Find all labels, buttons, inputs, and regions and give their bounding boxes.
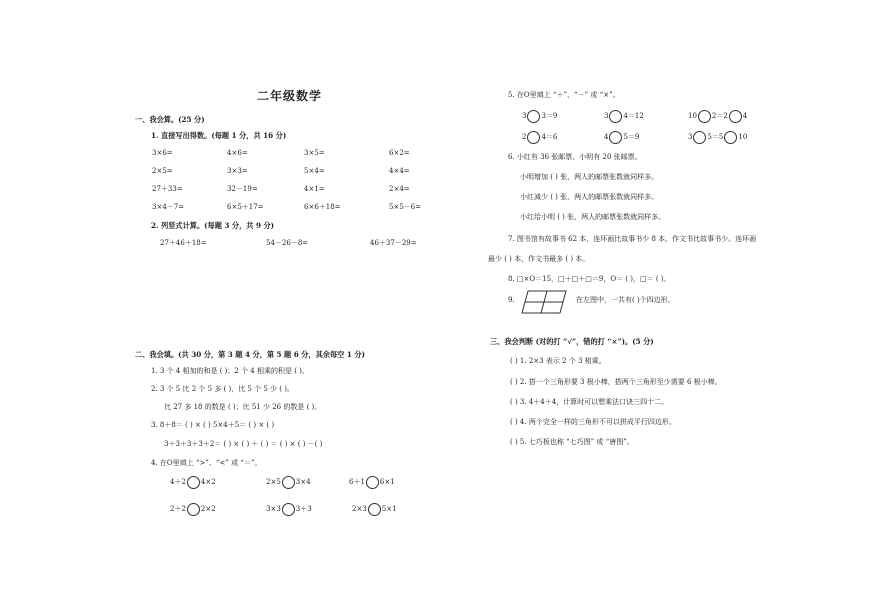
answer-circle[interactable] [366,476,379,489]
operand: 3 [522,112,527,120]
operand: 5＝5 [707,133,724,141]
section1-sub1-heading: 1. 直接写出得数。(每题 1 分，共 16 分) [151,131,287,140]
compare-right: 3×4 [295,478,311,486]
compare-right: 4×2 [200,478,216,486]
compare-left: 2×5 [266,478,281,486]
question-6-line: 小红给小明 ( ) 张，两人的邮票张数就同样多。 [520,213,666,221]
answer-circle[interactable] [609,131,622,144]
answer-circle[interactable] [609,110,622,123]
compare-left: 6＋1 [349,478,365,486]
operator-item [522,110,557,123]
compare-left: 3×3 [266,505,281,513]
question-8: 8. □×O＝15，□＋□＋□＝9，O＝ ( )，□＝ ( )。 [508,275,671,283]
compare-right: 6×1 [379,478,395,486]
vertical-calc-item: 54－26－8= [266,239,309,247]
operand: 4 [604,133,609,141]
compare-right: 2×2 [200,505,216,513]
operand: 4＝12 [623,112,644,120]
calc-item: 27＋33= [152,185,183,193]
vertical-calc-item: 27＋46＋18= [160,239,207,247]
page-title: 二年级数学 [257,89,323,103]
section1-heading: 一、我会算。(25 分) [135,115,205,124]
operator-item [688,110,747,123]
compare-item [170,476,216,489]
operand: 3 [688,133,693,141]
judge-item: ( ) 2. 搭一个三角形要 3 根小棒，搭两个三角形至少需要 6 根小棒。 [510,378,722,386]
calc-item: 3×3= [227,167,248,175]
question-6-line: 小明增加 ( ) 张，两人的邮票张数就同样多。 [520,173,659,181]
compare-left: 2＋2 [170,505,186,513]
compare-item [349,476,395,489]
operand: 3 [604,112,609,120]
calc-item: 32－19= [227,185,258,193]
operand: 10 [738,133,748,141]
compare-right: 3＋3 [295,505,312,513]
compare-right: 5×1 [381,505,397,513]
question-9-number: 9. [508,296,515,304]
answer-circle[interactable] [729,110,742,123]
question-4-heading: 4. 在O里填上 “>”、“<” 或 “＝”。 [151,459,262,467]
compare-left: 4＋2 [170,478,186,486]
calc-item: 6×2= [389,149,410,157]
answer-circle[interactable] [527,110,540,123]
section1-sub2-heading: 2. 列竖式计算。(每题 3 分，共 9 分) [151,221,275,230]
question-5-heading: 5. 在O里填上 “＋”、“－” 或 “×”。 [508,91,620,99]
calc-item: 4×1= [304,185,325,193]
calc-item: 4×4= [389,167,410,175]
operand: 3＝9 [541,112,558,120]
parallelogram-figure [520,290,568,314]
calc-item: 5×4= [304,167,325,175]
question-2b: 比 27 多 18 的数是 ( )；比 51 少 26 的数是 ( )。 [164,403,322,411]
question-2a: 2. 3 个 5 比 2 个 5 多 ( )，比 5 个 5 少 ( )。 [151,385,294,393]
calc-item: 3×4－7= [152,203,185,211]
operator-item [688,131,747,144]
operand: 5＝9 [623,133,640,141]
answer-circle[interactable] [724,131,737,144]
section3-heading: 三、我会判断 (对的打 “√”，错的打 “×”)。(5 分) [490,337,654,346]
answer-circle[interactable] [527,131,540,144]
section2-heading: 二、我会填。(共 30 分，第 3 题 4 分，第 5 题 6 分，其余每空 1 分) [135,350,365,359]
question-1: 1. 3 个 4 相加的和是 ( )；2 个 4 相乘的积是 ( )。 [151,367,309,375]
operand: 4 [742,112,748,120]
operand: 10 [688,112,697,120]
question-6-heading: 6. 小红有 36 张邮票，小明有 20 张邮票。 [508,153,642,161]
question-7-line2: 最少 ( ) 本，作文书最多 ( ) 本。 [488,255,590,263]
question-3b: 3＋3＋3＋3＋2＝ ( ) × ( ) ＋ ( ) ＝ ( ) × ( ) －( ) [164,440,323,448]
judge-item: ( ) 3. 4＋4＋4，计算时可以想乘法口诀三四十二。 [510,398,669,406]
calc-item: 3×6= [152,149,173,157]
judge-item: ( ) 5. 七巧板也称 “七巧图” 或 “唐图”。 [510,438,634,446]
calc-item: 5×5－6= [389,203,422,211]
compare-item [266,503,312,516]
calc-item: 6×5＋17= [227,203,264,211]
compare-item [352,503,397,516]
question-9-text: 在左图中，一共有( )个四边形。 [576,296,675,304]
answer-circle[interactable] [187,476,200,489]
compare-item [170,503,216,516]
calc-item: 2×5= [152,167,173,175]
question-7-line1: 7. 图书馆有故事书 62 本，连环画比故事书少 8 本，作文书比故事书少。连环画 [508,235,757,243]
operator-item [604,131,639,144]
answer-circle[interactable] [187,503,200,516]
calc-item: 2×4= [389,185,410,193]
operand: 2 [522,133,527,141]
operator-item [604,110,644,123]
operator-item [522,131,557,144]
calc-item: 6×6＋18= [304,203,341,211]
operand: 4＝6 [541,133,558,141]
answer-circle[interactable] [282,476,295,489]
judge-item: ( ) 1. 2×3 表示 2 个 3 相乘。 [510,357,606,365]
calc-item: 4×6= [227,149,248,157]
question-6-line: 小红减少 ( ) 张，两人的邮票张数就同样多。 [520,193,659,201]
judge-item: ( ) 4. 两个完全一样的三角形不可以拼成平行四边形。 [510,418,676,426]
answer-circle[interactable] [368,503,381,516]
answer-circle[interactable] [698,110,711,123]
question-3a: 3. 8＋8＝ ( ) × ( ) 5×4＋5＝ ( ) × ( ) [151,421,275,429]
compare-left: 2×3 [352,505,367,513]
answer-circle[interactable] [282,503,295,516]
calc-item: 3×5= [304,149,325,157]
operand: 2＝2 [711,112,728,120]
vertical-calc-item: 46＋37－29= [370,239,417,247]
answer-circle[interactable] [693,131,706,144]
compare-item [266,476,311,489]
